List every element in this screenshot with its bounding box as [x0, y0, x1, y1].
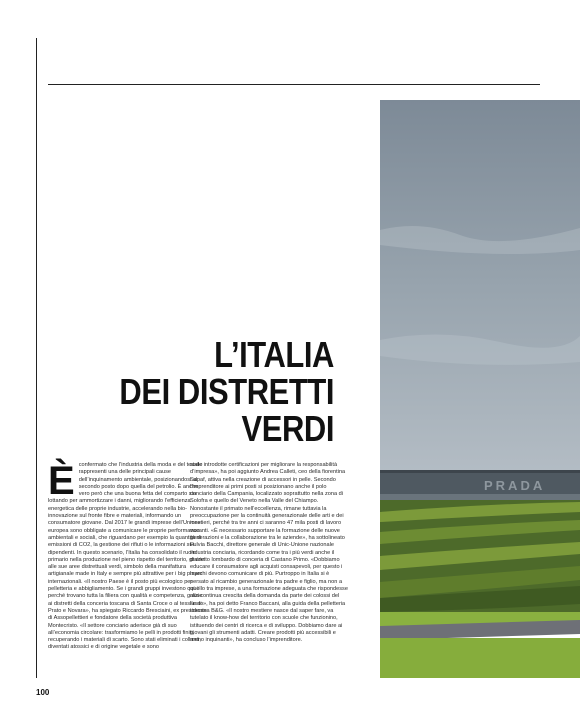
headline-line-3: VERDI: [241, 408, 334, 449]
building-roof: [380, 470, 580, 473]
page-number: 100: [36, 688, 50, 697]
column-1-text: confermato che l’industria della moda e del tessile rappresenti una delle principali cause dell’inquinamento ambientale, posizionandosi al secondo posto dopo quella del petrolio. È anche vero però che una buona fetta del comparto sta lottando per ammortizzare i danni, migliorando l’efficienza energetica delle proprie industrie, accelerando nella bio-innovazione sul fronte fibre e materiali, informando un consumatore giovane. Dal 2017 le grandi imprese dell’Unione europea sono obbligate a comunicare le proprie performance ambientali e sociali, che riguardano per esempio la quantità di emissioni di CO2, la gestione dei rifiuti o le informazioni sui dipendenti. In questo scenario, l’Italia ha consolidato il ruolo primario nella produzione nel pieno rispetto del territorio, grazie alle sue aree distrettuali verdi, simbolo della manifattura artigianale made in Italy e sempre più attrattive per i big player internazionali. «Il nostro Paese è il posto più ecologico per pelletteria e abbigliamento. Se i grandi gruppi investono qui è perché trovano tutta la filiera con qualità e competenza, grazie ai distretti della conceria toscana di Santa Croce o al tessile di Prato e Novara», ha spiegato Riccardo Bresciaini, ex presidente di Assopellettieri e fondatore della società produttiva Montecristo. «Il settore conciario aderisce già di suo all’economia circolare: trasformiamo le pelli in prodotti finiti, recuperando i materiali di scarto. Sono stati eliminati i collanti, diventati atossici e di origine vegetale e sono: [48, 462, 207, 651]
headline-line-1: L’ITALIA: [214, 334, 334, 375]
horizontal-rule: [48, 84, 540, 85]
building: [380, 472, 580, 494]
lawn: [380, 638, 580, 678]
vertical-rule: [36, 38, 37, 678]
column-2-text: state introdotte certificazioni per migliorare la responsabilità d’impresa», ha poi aggiunto Andrea Calleti, ceo della fiorentina Sapaf, attiva nella creazione di accessori in pelle. Secondo l’imprenditore ai primi posti si posizionano anche il polo conciario della Campania, localizzato soprattutto nella zona di Solofra e quello del Veneto nella Valle del Chiampo. Nonostante il primato nell’eccellenza, rimane tuttavia la preoccupazione per la continuità generazionale delle arti e dei mestieri, perché tra tre anni ci saranno 47 mila posti di lavoro vacanti. «È necessario supportare la formazione delle nuove generazioni e la collaborazione tra le aziende», ha sottolineato Fulvia Bacchi, direttore generale di Unic-Unione nazionale industria conciaria, ricordando come tra i più verdi anche il distretto lombardo di conceria di Castano Primo. «Dobbiamo educare il consumatore agli acquisti consapevoli, per questo i marchi devono comunicare di più. Purtroppo in Italia si è persato al ricambio generazionale tra padre e figlio, ma non a quello tra imprese, a una formazione adeguata che rispondesse alla continua crescita della domanda da parte dei colossi del lusso», ha poi detto Franco Baccani, alla guida della pelletteria toscana B&G. «Il nostro mestiere nasce dal saper fare, va tutelato il know-how del territorio con scuole che funzionino, istituendo dei centri di ricerca e di sviluppo. Dobbiamo dare ai giovani gli strumenti adatti. Creare prodotti più accessibili e meno inquinanti», ha concluso l’imprenditore.: [190, 462, 348, 644]
headline-line-2: DEI DISTRETTI: [119, 371, 334, 412]
drop-cap: È: [48, 459, 75, 503]
factory-vineyard-photo: [380, 100, 580, 678]
sky: [380, 100, 580, 478]
article-column-2: [190, 462, 348, 644]
headline: [40, 336, 334, 447]
photo-illustration: [380, 100, 580, 678]
building-sign: PRADA: [484, 478, 546, 493]
building-base: [380, 494, 580, 500]
article-column-1: [48, 459, 208, 652]
